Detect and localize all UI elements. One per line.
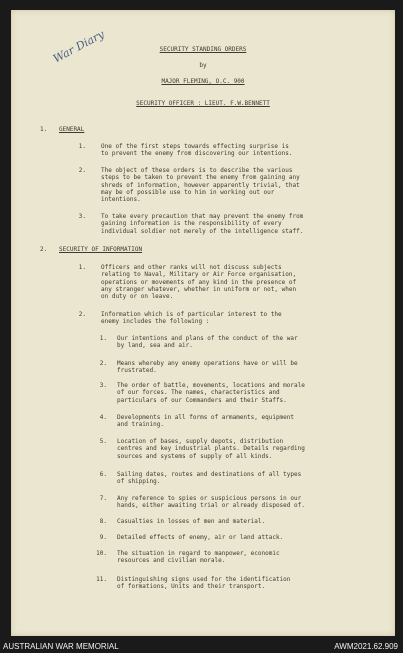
section-title: GENERAL xyxy=(59,126,85,133)
document-page xyxy=(11,10,395,636)
list-item: Detailed effects of enemy, air or land attack. xyxy=(117,534,284,541)
paragraph: Officers and other ranks will not discuss subjects relating to Naval, Military or Air Force organisation, operations or movements of any kind in the presence of any stranger whatever, whether in uniform or not, when on duty or on leave. xyxy=(101,264,297,301)
item-number: 5. xyxy=(99,438,107,445)
list-item: Any reference to spies or suspicious persons in our hands, either awaiting trial or already disposed of. xyxy=(117,495,305,510)
item-number: 1. xyxy=(99,335,107,342)
list-item: The order of battle, movements, locations and morale of our forces. The names, characteristics and particulars of our Commanders and their Staffs. xyxy=(117,382,305,404)
paragraph: The object of these orders is to describe the various steps to be taken to prevent the enemy from gaining any shreds of information, however apparently trivial, that may be of possible use to him in working out our intentions. xyxy=(101,167,300,204)
section-number: 1. xyxy=(40,126,48,133)
item-number: 7. xyxy=(99,495,107,502)
footer-institution: AUSTRALIAN WAR MEMORIAL xyxy=(3,642,119,651)
para-number: 1. xyxy=(78,264,86,271)
item-number: 6. xyxy=(99,471,107,478)
para-number: 1. xyxy=(78,143,86,150)
item-number: 9. xyxy=(99,534,107,541)
footer-bar xyxy=(0,641,403,653)
paragraph: One of the first steps towards effecting surprise is to prevent the enemy from discovering our intentions. xyxy=(101,143,293,158)
list-item: Distinguishing signs used for the identification of formations, Units and their transport. xyxy=(117,576,291,591)
security-officer-line: SECURITY OFFICER : LIEUT. F.W.BENNETT xyxy=(136,100,270,107)
section-number: 2. xyxy=(40,246,48,253)
list-item: Means whereby any enemy operations have or will be frustrated. xyxy=(117,360,298,375)
list-item: Sailing dates, routes and destinations of all types of shipping. xyxy=(117,471,302,486)
item-number: 10. xyxy=(96,550,107,557)
list-item: The situation in regard to manpower, economic resources and civilian morale. xyxy=(117,550,280,565)
item-number: 3. xyxy=(99,382,107,389)
paragraph: Information which is of particular interest to the enemy includes the following : xyxy=(101,311,282,326)
paragraph: To take every precaution that may prevent the enemy from gaining information is the responsibility of every individual soldier not merely of the intelligence staff. xyxy=(101,213,304,235)
item-number: 8. xyxy=(99,518,107,525)
handwritten-note: War Diary xyxy=(51,27,107,66)
para-number: 2. xyxy=(78,167,86,174)
section-title: SECURITY OF INFORMATION xyxy=(59,246,143,253)
para-number: 3. xyxy=(78,213,86,220)
item-number: 11. xyxy=(96,576,107,583)
author-line: MAJOR FLEMING, O.C. 900 xyxy=(161,78,245,85)
document-title: SECURITY STANDING ORDERS xyxy=(159,46,247,53)
list-item: Developments in all forms of armaments, equipment and training. xyxy=(117,414,295,429)
list-item: Casualties in losses of men and material. xyxy=(117,518,266,525)
item-number: 4. xyxy=(99,414,107,421)
list-item: Our intentions and plans of the conduct of the war by land, sea and air. xyxy=(117,335,298,350)
by-line: by xyxy=(199,62,207,69)
item-number: 2. xyxy=(99,360,107,367)
list-item: Location of bases, supply depots, distribution centres and key industrial plants. Details regarding sources and systems of supply of all kinds. xyxy=(117,438,305,460)
para-number: 2. xyxy=(78,311,86,318)
footer-accession-number: AWM2021.62.909 xyxy=(334,642,398,651)
